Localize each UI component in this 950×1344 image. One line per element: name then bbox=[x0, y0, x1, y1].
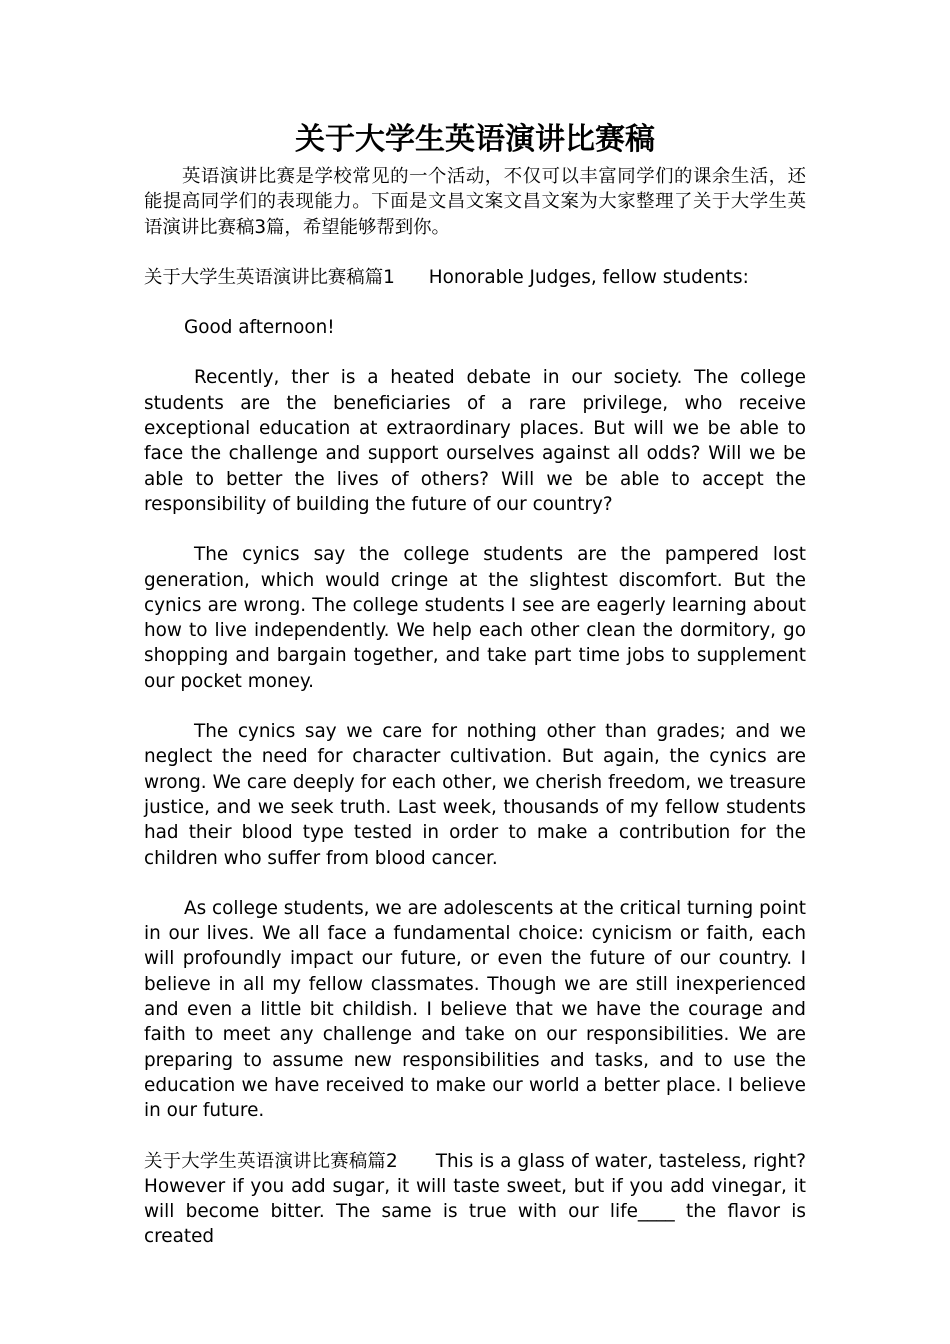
intro-paragraph: 英语演讲比赛是学校常见的一个活动，不仅可以丰富同学们的课余生活，还能提高同学们的表现能力。下面是文昌文案文昌文案为大家整理了关于大学生英语演讲比赛稿3篇，希望能够帮到你。 bbox=[144, 166, 806, 238]
section-2-label: 关于大学生英语演讲比赛稿篇2 bbox=[144, 1150, 398, 1172]
section-1-label: 关于大学生英语演讲比赛稿篇1 bbox=[144, 266, 395, 288]
spacer bbox=[144, 1124, 806, 1149]
section-1-opening: Honorable Judges, fellow students: bbox=[428, 266, 749, 288]
section-2-paragraph bbox=[144, 1149, 806, 1250]
document-page bbox=[144, 118, 806, 1250]
body-paragraph: The cynics say we care for nothing other than grades; and we neglect the need for character cultivation. But again, the cynics are wrong. We care deeply for each other, we cherish freedom, we treasure justice, and we seek truth. Last week, thousands of my fellow students had their blood type tested in order to make a contribution for the children who suffer from blood cancer. bbox=[144, 721, 806, 869]
spacer bbox=[144, 290, 806, 315]
spacer bbox=[144, 694, 806, 719]
greeting: Good afternoon! bbox=[184, 317, 335, 339]
spacer bbox=[144, 240, 806, 265]
section-2-opening: This is a glass of water, tasteless, right? However if you add sugar, it will taste sweet, but if you add vinegar, it will become bitter. The same is true with our life____ the flavor is created bbox=[144, 1150, 807, 1248]
body-paragraph: The cynics say the college students are the pampered lost generation, which would cringe at the slightest discomfort. But the cynics are wrong. The college students I see are eagerly learning about how to live independently. We help each other clean the dormitory, go shopping and bargain together, and take part time jobs to supplement our pocket money. bbox=[144, 544, 806, 692]
body-paragraph: Recently, ther is a heated debate in our society. The college students are the beneficiaries of a rare privilege, who receive exceptional education at extraordinary places. But will we be able to face the challenge and support ourselves against all odds? Will we be able to better the lives of others? Will we be able to accept the responsibility of building the future of our country? bbox=[144, 367, 806, 515]
spacer bbox=[144, 340, 806, 365]
body-paragraph: As college students, we are adolescents at the critical turning point in our lives. We all face a fundamental choice: cynicism or faith, each will profoundly impact our future, or even the future of our country. I believe in all my fellow classmates. Though we are still inexperienced and even a little bit childish. I believe that we have the courage and faith to meet any challenge and take on our responsibilities. We are preparing to assume new responsibilities and tasks, and to use the education we have received to make our world a better place. I believe in our future. bbox=[144, 897, 806, 1122]
spacer bbox=[144, 871, 806, 896]
section-1-heading bbox=[144, 265, 806, 290]
document-title: 关于大学生英语演讲比赛稿 bbox=[295, 122, 655, 157]
spacer bbox=[144, 517, 806, 542]
